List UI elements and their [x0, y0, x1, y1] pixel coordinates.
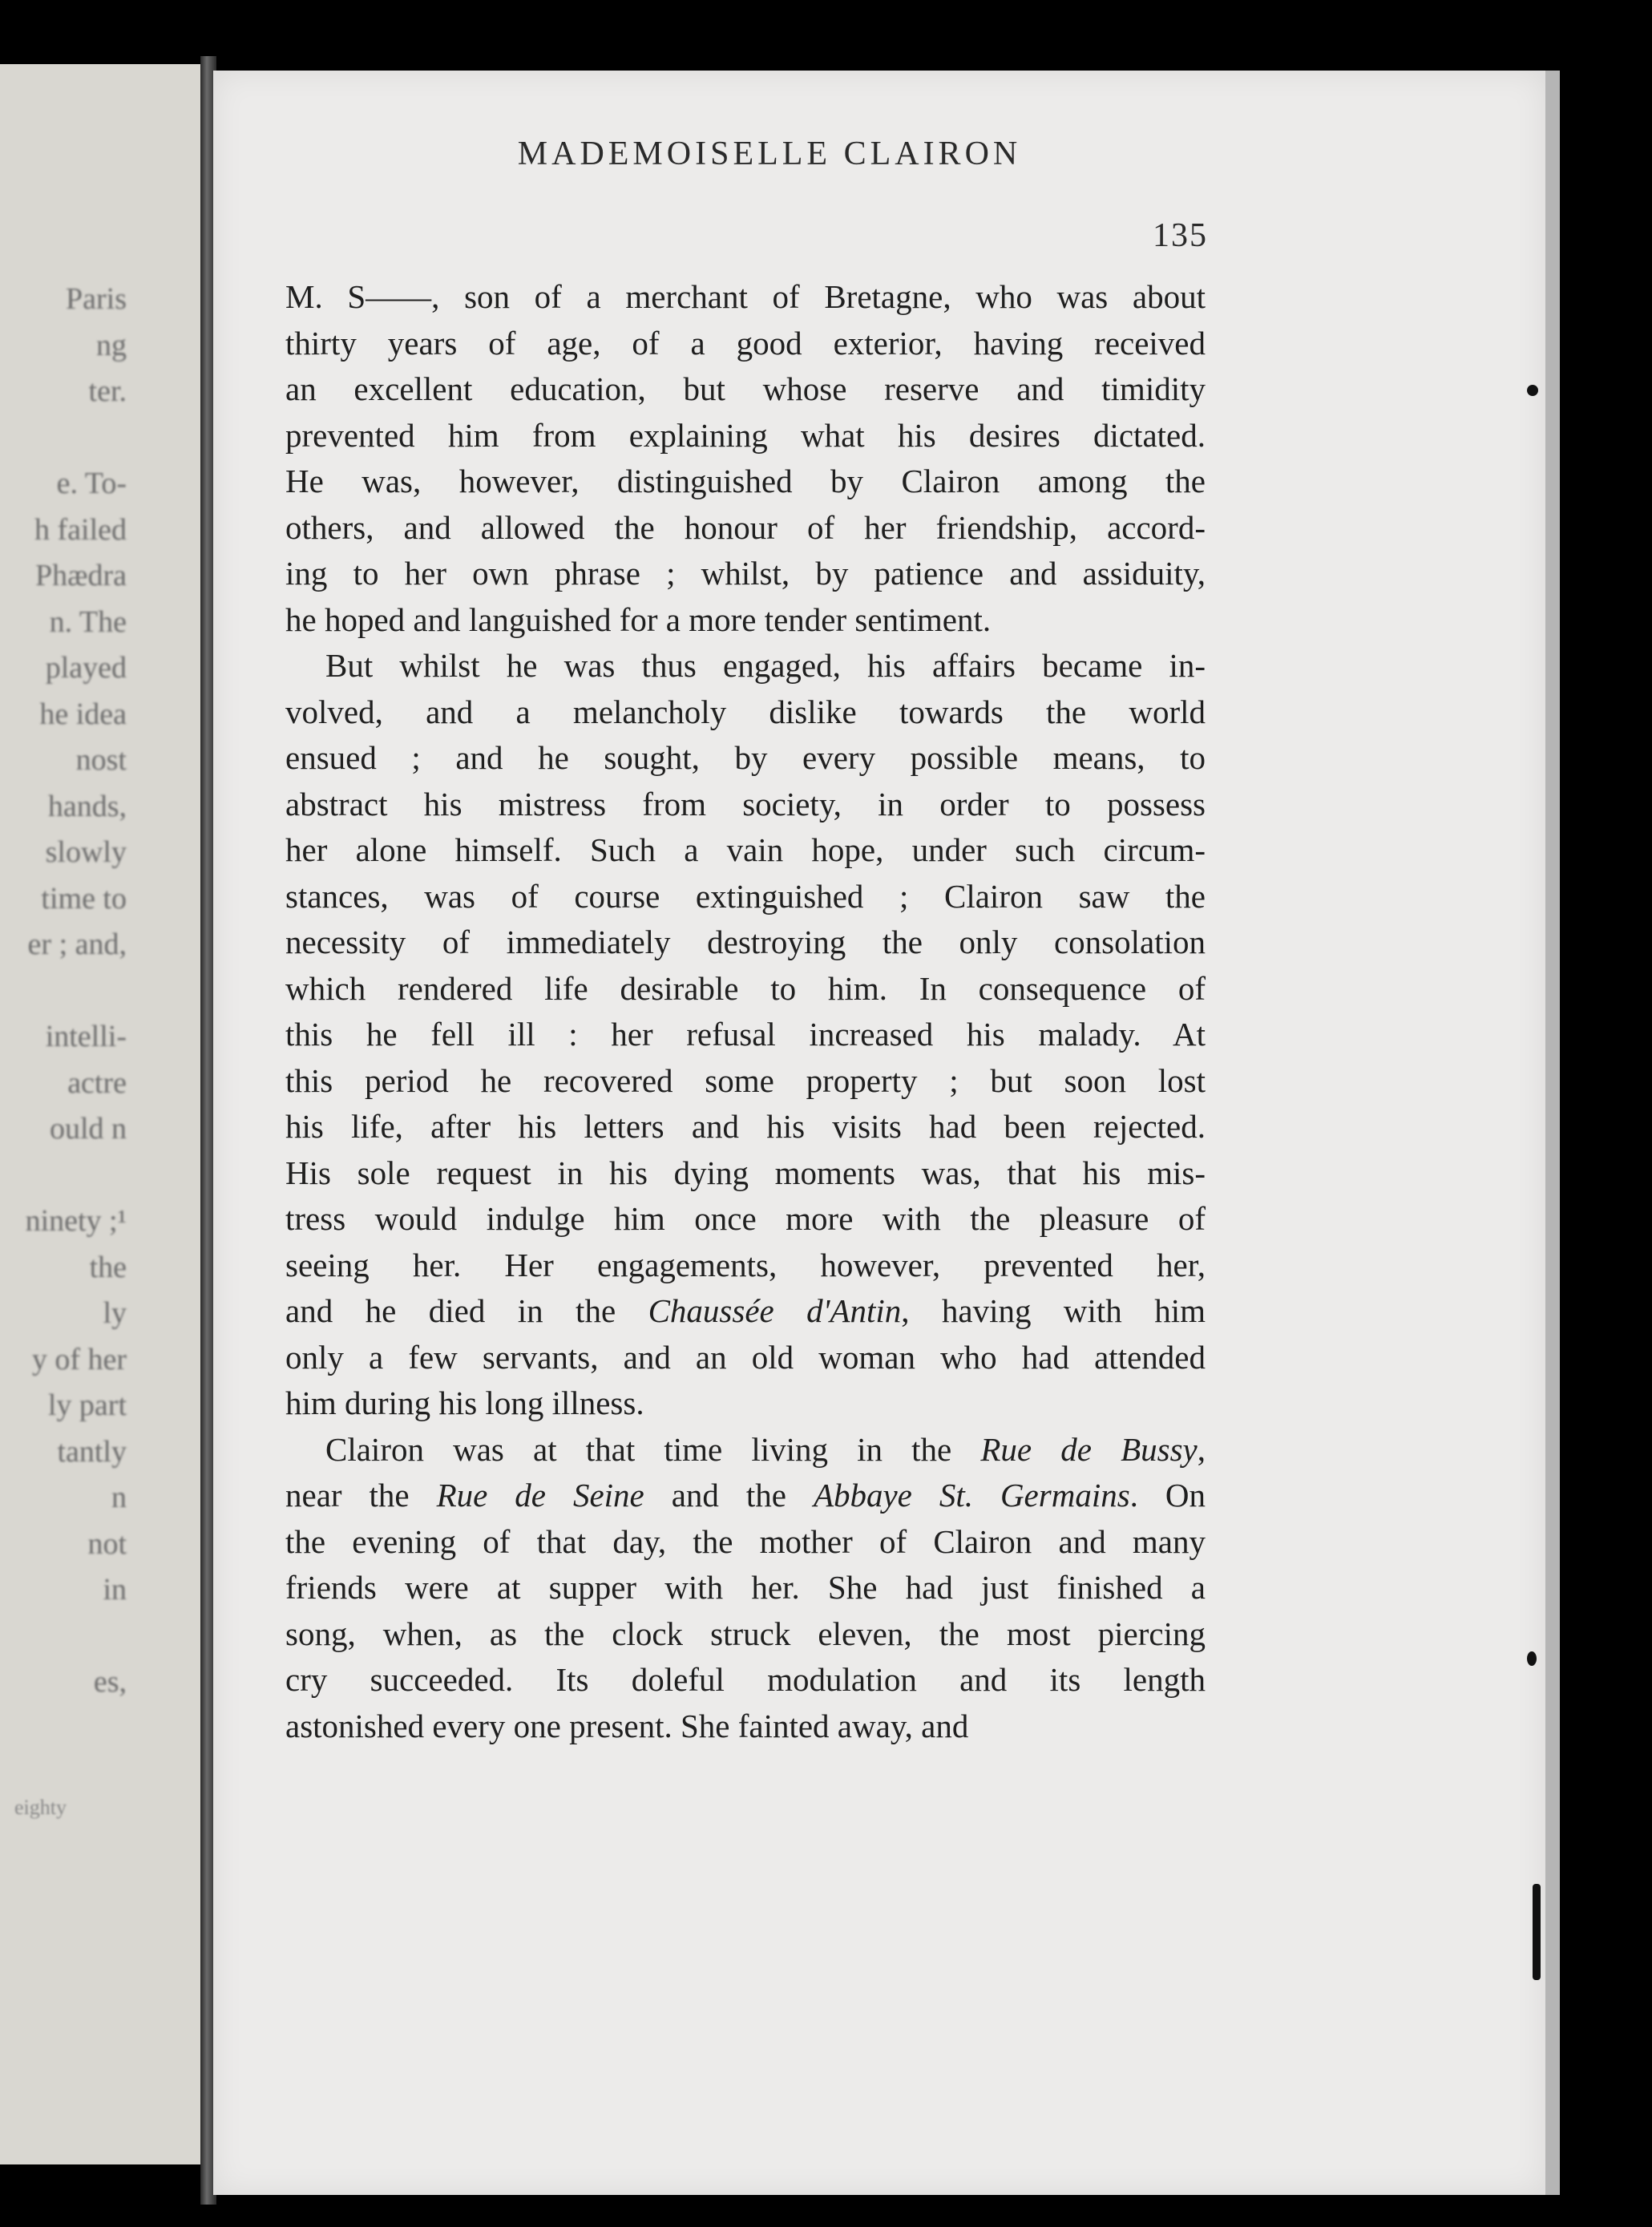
text-line: necessity of immediately destroying the only consolation: [285, 924, 1206, 960]
left-page-fragment: played: [45, 651, 127, 685]
text-line: volved, and a melancholy dislike towards the world: [285, 693, 1206, 730]
left-page-fragment: time to: [41, 881, 127, 915]
text-line: song, when, as the clock struck eleven, the most piercing: [285, 1615, 1206, 1652]
scan-blemish: [1533, 1884, 1541, 1980]
text-line: and he died in the Chaussée d'Antin, having with him: [285, 1292, 1206, 1329]
left-page-fragment: [6, 1153, 127, 1199]
left-page-fragment: ter.: [88, 374, 127, 408]
left-page-fragment: n. The: [49, 604, 127, 639]
left-page-fragment: ng: [96, 328, 127, 362]
left-page: [0, 64, 205, 2164]
text-line: Clairon was at that time living in the Rue de Bussy,: [325, 1430, 1206, 1468]
text-line: ing to her own phrase ; whilst, by patience and assiduity,: [285, 555, 1206, 592]
text-line: abstract his mistress from society, in order to possess: [285, 785, 1206, 822]
left-page-fragment: Phædra: [35, 559, 127, 592]
paragraph: [285, 643, 1206, 1427]
left-page-footer: eighty: [14, 1796, 67, 1819]
text-line: this period he recovered some property ; but soon lost: [285, 1061, 1206, 1099]
text-line: friends were at supper with her. She had just finished a: [285, 1569, 1206, 1606]
left-page-fragment: he idea: [39, 697, 127, 731]
left-page-fragment: not: [87, 1526, 127, 1561]
scan-blemish: [1527, 385, 1538, 396]
text-line: stances, was of course extinguished ; Clairon saw the: [285, 877, 1206, 915]
text-line: which rendered life desirable to him. In consequence of: [285, 969, 1206, 1007]
text-line: seeing her. Her engagements, however, prevented her,: [285, 1246, 1206, 1283]
left-page-fragment: es,: [93, 1665, 127, 1699]
text-line: But whilst he was thus engaged, his affairs became in-: [325, 647, 1206, 684]
text-line: this he fell ill : her refusal increased his malady. At: [285, 1016, 1206, 1053]
text-line: cry succeeded. Its doleful modulation and its length: [285, 1661, 1206, 1698]
text-line: others, and allowed the honour of her friendship, accord-: [285, 508, 1206, 546]
left-page-fragment: [6, 968, 127, 1015]
left-page-fragment: ly: [103, 1296, 127, 1330]
left-page-fragment: nost: [75, 743, 127, 777]
page-number: 135: [1153, 217, 1208, 254]
text-line: thirty years of age, of a good exterior, having received: [285, 324, 1206, 362]
paragraph: [285, 1427, 1206, 1750]
left-page-fragment: slowly: [45, 835, 127, 869]
body-text: [285, 274, 1206, 1749]
text-line: him during his long illness.: [285, 1384, 644, 1421]
text-line: he hoped and languished for a more tender sentiment.: [285, 600, 992, 638]
left-page-fragment: actre: [67, 1065, 127, 1100]
left-page-fragment: ould n: [49, 1112, 127, 1146]
text-line: only a few servants, and an old woman who had attended: [285, 1338, 1206, 1376]
scan-blemish: [1527, 1651, 1537, 1666]
left-page-fragment: ninety ;¹: [25, 1204, 127, 1238]
left-page-fragment: the: [89, 1250, 127, 1284]
text-line: He was, however, distinguished by Clairon among the: [285, 463, 1206, 499]
left-page-fragment: tantly: [57, 1434, 127, 1469]
text-line: prevented him from explaining what his desires dictated.: [285, 416, 1206, 454]
left-page-fragment: e. To-: [56, 467, 127, 500]
left-page-fragment: ly part: [47, 1388, 127, 1422]
text-line: near the Rue de Seine and the Abbaye St. Germains. On: [285, 1477, 1206, 1514]
left-page-fragment: h failed: [34, 512, 127, 547]
text-line: the evening of that day, the mother of Clairon and many: [285, 1522, 1206, 1560]
left-page-fragment: Paris: [66, 282, 127, 316]
left-page-fragment: [6, 415, 127, 462]
text-line: astonished every one present. She fainted away, and: [285, 1707, 969, 1744]
text-line: her alone himself. Such a vain hope, under such circum-: [285, 831, 1206, 868]
text-line: ensued ; and he sought, by every possible means, to: [285, 739, 1206, 776]
running-title: MADEMOISELLE CLAIRON: [517, 135, 1022, 172]
left-page-fragment: [6, 1614, 127, 1660]
left-page-fragments: [6, 277, 127, 1706]
left-page-fragment: hands,: [47, 789, 127, 823]
text-line: tress would indulge him once more with the pleasure of: [285, 1200, 1206, 1237]
left-page-fragment: intelli-: [45, 1020, 127, 1053]
text-line: his life, after his letters and his visits had been rejected.: [285, 1108, 1206, 1145]
text-line: an excellent education, but whose reserve and timidity: [285, 370, 1206, 407]
text-line: His sole request in his dying moments was, that his mis-: [285, 1154, 1206, 1191]
left-page-fragment: er ; and,: [27, 928, 127, 961]
text-line: M. S——, son of a merchant of Bretagne, who was about: [285, 278, 1206, 315]
left-page-fragment: in: [103, 1573, 127, 1607]
left-page-fragment: n: [111, 1481, 127, 1514]
left-page-fragment: y of her: [31, 1342, 127, 1376]
paragraph: [285, 274, 1206, 643]
